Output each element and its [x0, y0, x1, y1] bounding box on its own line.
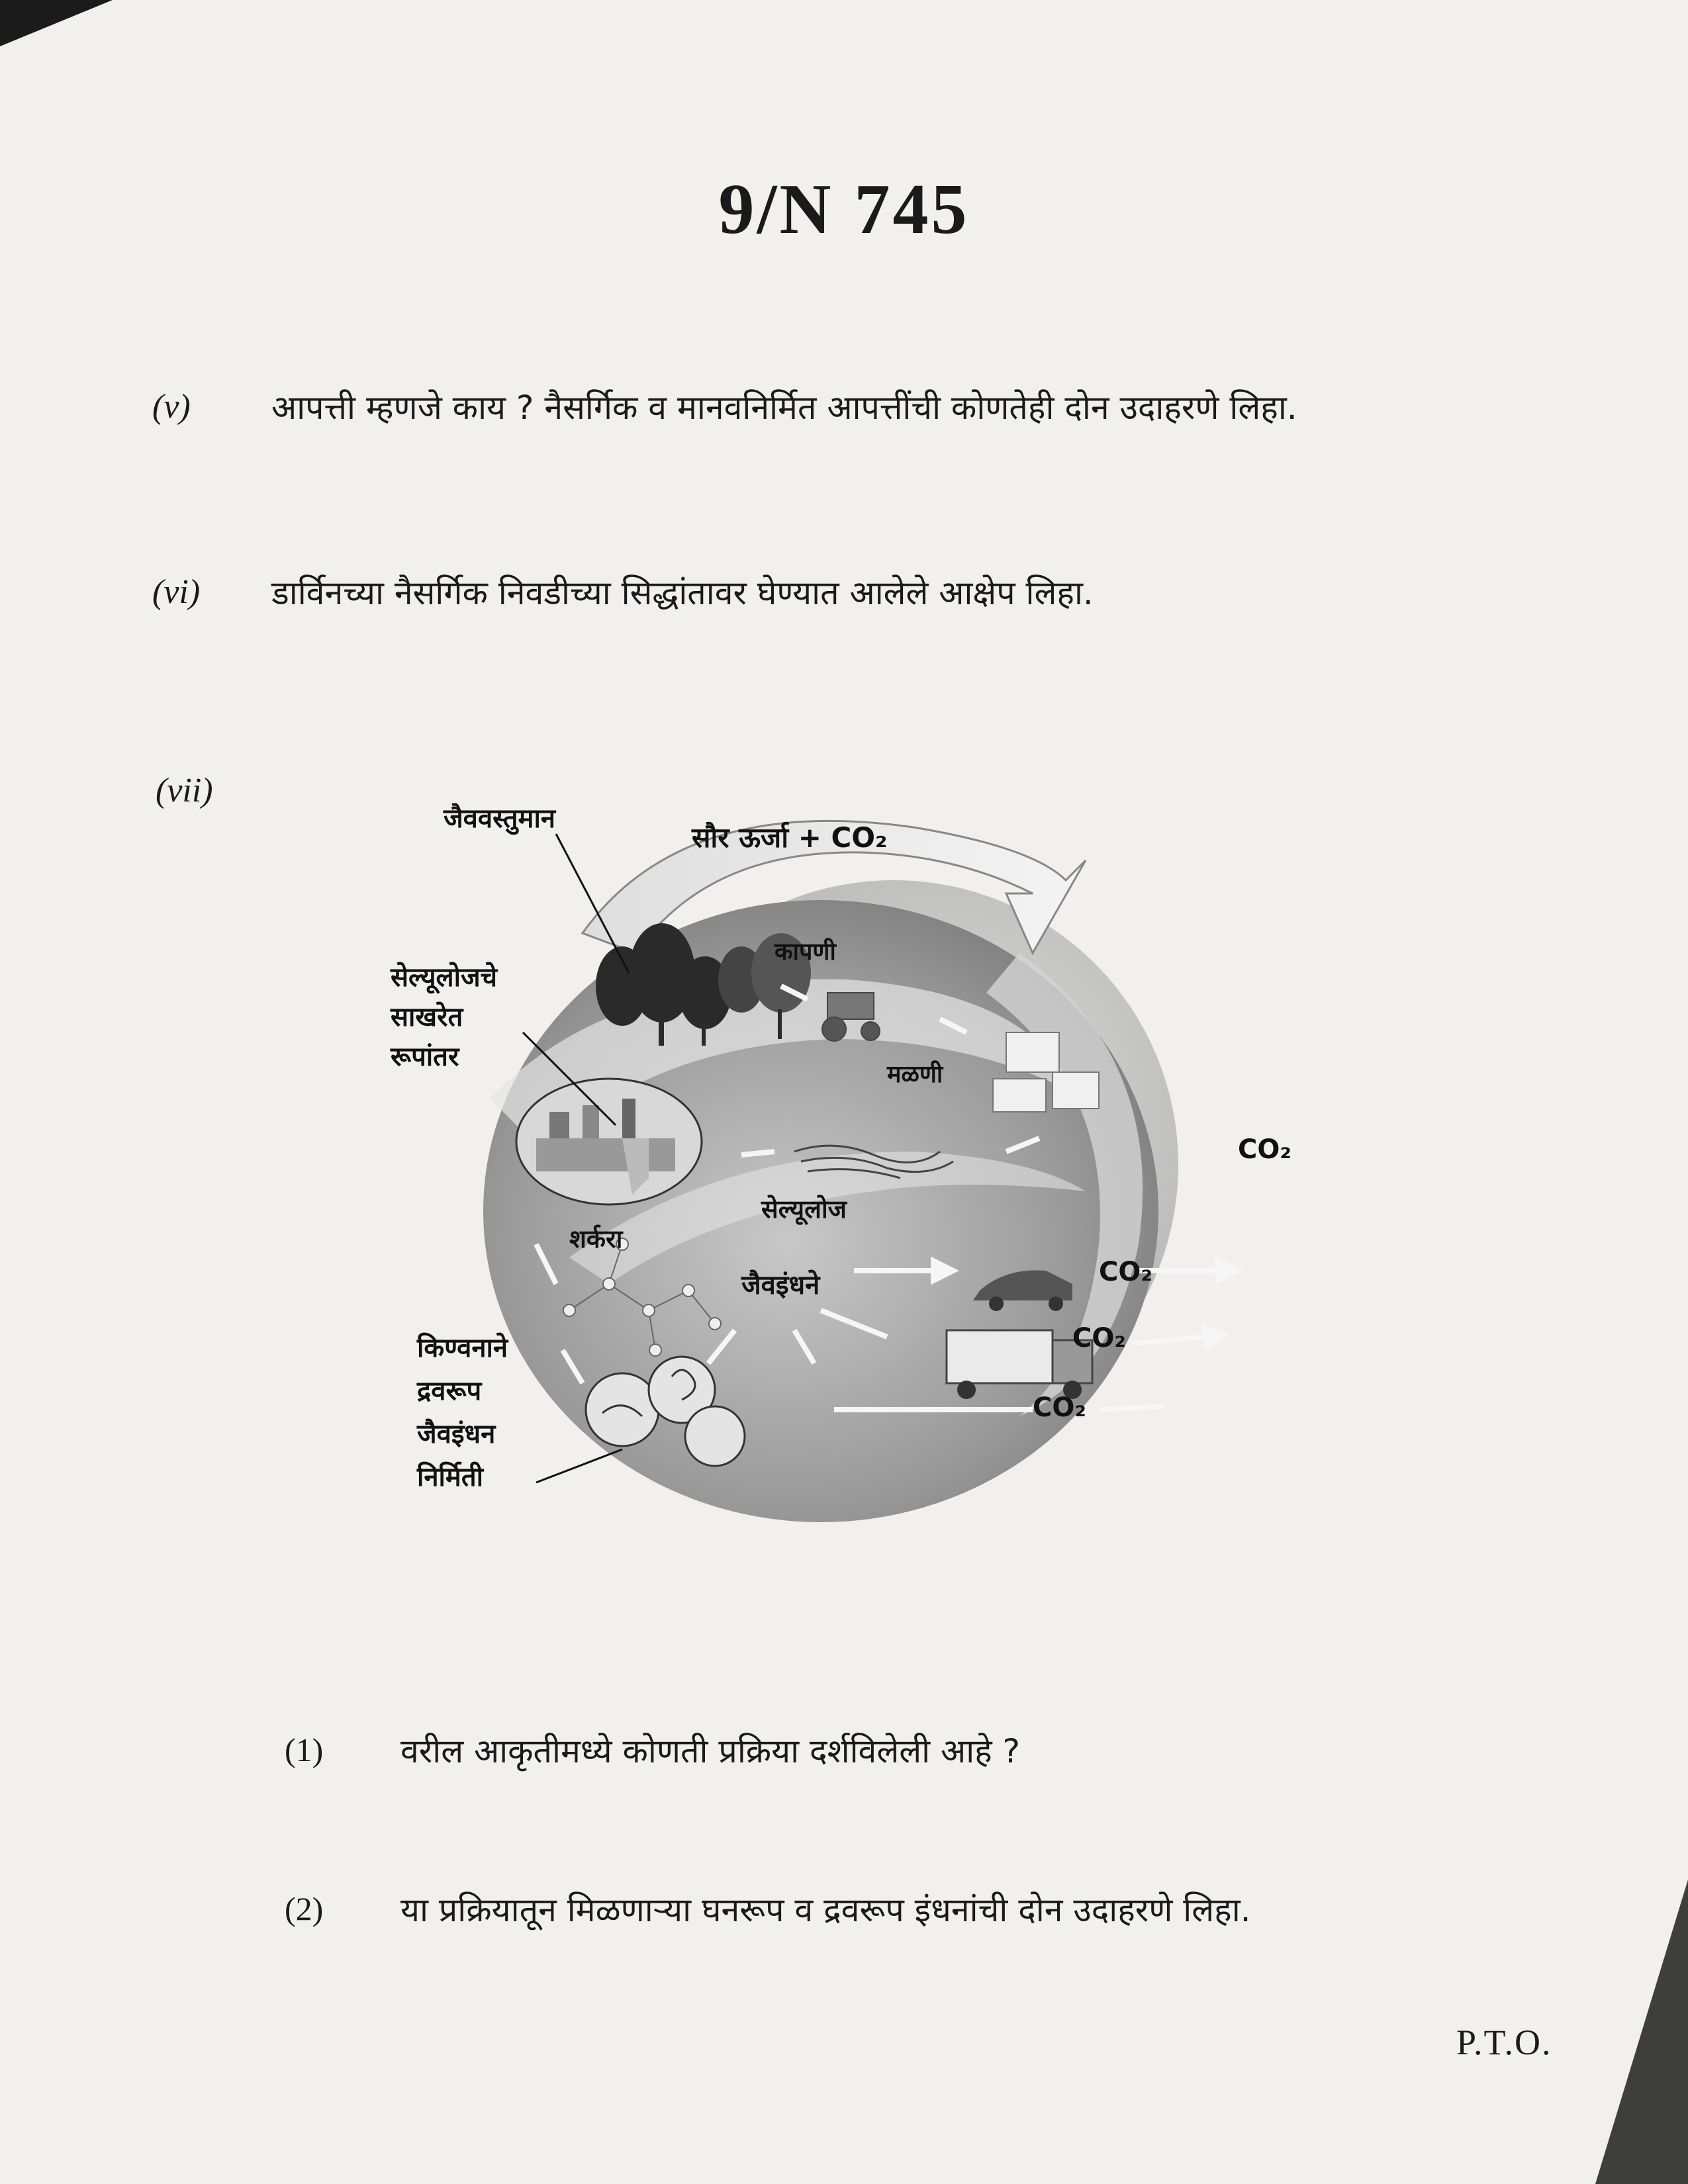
subquestion-number: (2) [285, 1890, 324, 1927]
label-co2: CO₂ [1238, 1134, 1291, 1165]
paper-code: 9/N 745 [718, 170, 970, 249]
pointer-line [536, 1449, 622, 1482]
subquestion-number: (1) [285, 1731, 324, 1768]
label-cellulose-to-sugar: सेल्यूलोजचे [391, 962, 498, 993]
question-text: आपत्ती म्हणजे काय ? नैसर्गिक व मानवनिर्मित आपत्तींची कोणतेही दोन उदाहरणे लिहा. [271, 388, 1297, 427]
label-co2: CO₂ [1099, 1257, 1152, 1287]
factory-bubble-icon [516, 1079, 702, 1205]
label-co2: CO₂ [1072, 1323, 1126, 1353]
label-biomass: जैववस्तुमान [444, 803, 555, 834]
label-biofuels: जैवइंधने [741, 1270, 820, 1300]
page-corner-shadow [1595, 1880, 1688, 2184]
label-threshing: मळणी [887, 1061, 943, 1088]
question-number: (vii) [156, 772, 213, 809]
question-text: डार्विनच्या नैसर्गिक निवडीच्या सिद्धांतावर घेण्यात आलेले आक्षेप लिहा. [271, 574, 1094, 612]
label-solar-energy: सौर ऊर्जा + CO₂ [692, 821, 888, 854]
question-number: (vi) [152, 573, 201, 611]
biofuel-cycle-diagram [371, 781, 1350, 1542]
label-fermentation: निर्मिती [417, 1462, 483, 1492]
page-corner-shadow [0, 0, 113, 46]
label-fermentation: किण्वनाने [417, 1333, 508, 1363]
subquestion-text: वरील आकृतीमध्ये कोणती प्रक्रिया दर्शविलेली आहे ? [400, 1732, 1021, 1770]
label-sugar: शर्करा [569, 1224, 623, 1253]
label-fermentation: द्रवरूप [417, 1376, 482, 1406]
label-cellulose-to-sugar: रूपांतर [391, 1042, 459, 1072]
label-harvesting: कापणी [774, 938, 836, 966]
label-co2: CO₂ [1033, 1392, 1086, 1423]
label-cellulose-to-sugar: साखरेत [391, 1002, 463, 1032]
pto-label: P.T.O. [1456, 2023, 1552, 2062]
label-cellulose: सेल्यूलोज [761, 1195, 847, 1224]
label-fermentation: जैवइंधन [417, 1419, 496, 1449]
subquestion-text: या प्रक्रियातून मिळणाऱ्या घनरूप व द्रवरूप इंधनांची दोन उदाहरणे लिहा. [400, 1891, 1251, 1929]
question-number: (v) [152, 388, 191, 426]
